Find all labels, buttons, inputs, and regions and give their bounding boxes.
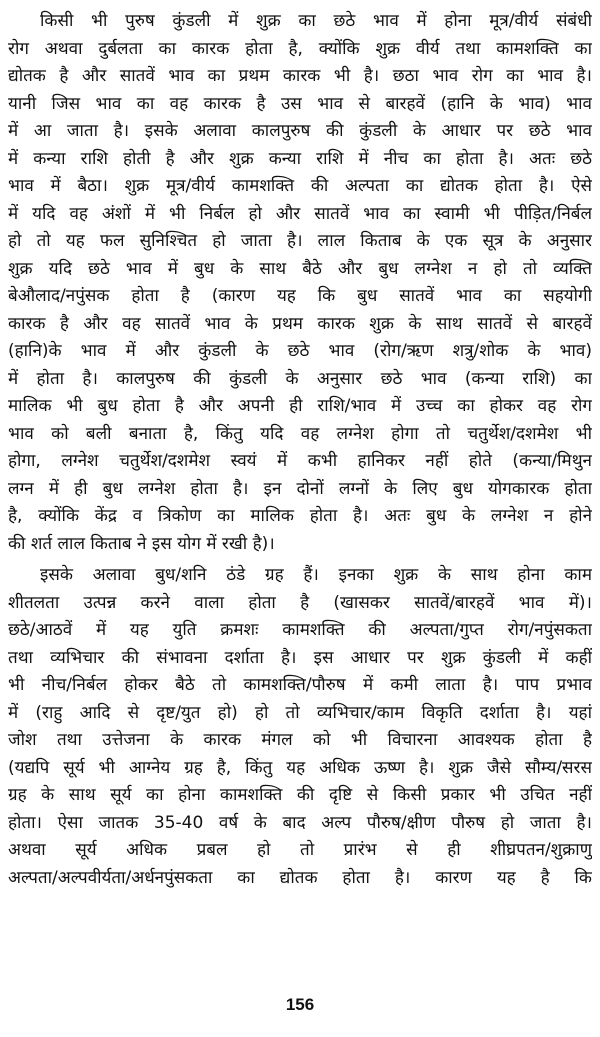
text-line: में यदि वह अंशों में भी निर्बल हो और सातवें भाव का स्वामी भी पीड़ित/निर्बल xyxy=(8,203,592,224)
text-line: बेऔलाद/नपुंसक होता है (कारण यह कि बुध सातवें भाव का सहयोगी xyxy=(8,286,592,306)
text-line: छठे/आठवें में यह युति क्रमशः कामशक्ति की अल्पता/गुप्त रोग/नपुंसकता xyxy=(8,620,592,640)
text-line: रोग अथवा दुर्बलता का कारक होता है, क्योंकि शुक्र वीर्य तथा कामशक्ति का xyxy=(8,38,592,59)
text-line: में आ जाता है। इसके अलावा कालपुरुष की कुंडली के आधार पर छठे भाव xyxy=(8,121,592,141)
paragraph-2 xyxy=(8,562,592,892)
text-line: कारक है और वह सातवें भाव के प्रथम कारक शुक्र के साथ सातवें से बारहवें xyxy=(8,313,592,334)
page-number: 156 xyxy=(285,995,315,1014)
text-line: भी नीच/निर्बल होकर बैठे तो कामशक्ति/पौरुष में कमी लाता है। पाप प्रभाव xyxy=(8,675,592,695)
text-line: किसी भी पुरुष कुंडली में शुक्र का छठे भाव में होना मूत्र/वीर्य संबंधी xyxy=(40,11,592,31)
paragraph-1 xyxy=(8,8,592,558)
text-line: में होता है। कालपुरुष की कुंडली के अनुसार छठे भाव (कन्या राशि) का xyxy=(8,368,592,389)
text-line: यानी जिस भाव का वह कारक है उस भाव से बारहवें (हानि के भाव) भाव xyxy=(8,93,592,114)
text-line: लग्न में ही बुध लग्नेश होता है। इन दोनों लग्नों के लिए बुध योगकारक होता xyxy=(8,478,592,499)
text-line: शुक्र यदि छठे भाव में बुध के साथ बैठे और बुध लग्नेश न हो तो व्यक्ति xyxy=(8,258,592,279)
text-line: भाव में बैठा। शुक्र मूत्र/वीर्य कामशक्ति की अल्पता का द्योतक होता है। ऐसे xyxy=(8,176,592,196)
text-line: अल्पता/अल्पवीर्यता/अर्धनपुंसकता का द्योतक होता है। कारण यह है कि xyxy=(8,867,592,888)
text-line: मालिक भी बुध होता है और अपनी ही राशि/भाव में उच्च का होकर वह रोग xyxy=(8,396,592,416)
text-line: की शर्त लाल किताब ने इस योग में रखी है)। xyxy=(8,533,275,554)
text-line: (हानि)के भाव में और कुंडली के छठे भाव (रोग/ऋण शत्रु/शोक के भाव) xyxy=(8,341,592,361)
text-line: में कन्या राशि होती है और शुक्र कन्या राशि में नीच का होता है। अतः छठे xyxy=(8,148,592,169)
text-line: तथा व्यभिचार की संभावना दर्शाता है। इस आधार पर शुक्र कुंडली में कहीं xyxy=(8,647,592,668)
text-line: है, क्योंकि केंद्र व त्रिकोण का मालिक होता है। अतः बुध के लग्नेश न होने xyxy=(8,506,592,526)
text-line: (यद्यपि सूर्य भी आग्नेय ग्रह है, किंतु यह अधिक ऊष्ण है। शुक्र जैसे सौम्य/सरस xyxy=(8,757,592,778)
text-line: हो तो यह फल सुनिश्चित हो जाता है। लाल किताब के एक सूत्र के अनुसार xyxy=(8,231,592,251)
text-line: जोश तथा उत्तेजना के कारक मंगल को भी विचारना आवश्यक होता है xyxy=(8,730,592,750)
text-line: भाव को बली बनाता है, किंतु यदि वह लग्नेश होगा तो चतुर्थेश/दशमेश भी xyxy=(8,423,592,444)
text-line: ग्रह के साथ सूर्य का होना कामशक्ति की दृष्टि से किसी प्रकार भी उचित नहीं xyxy=(8,785,592,805)
text-line: अथवा सूर्य अधिक प्रबल हो तो प्रारंभ से ही शीघ्रपतन/शुक्राणु xyxy=(8,840,592,860)
text-line: इसके अलावा बुध/शनि ठंडे ग्रह हैं। इनका शुक्र के साथ होना काम xyxy=(40,565,592,585)
text-line: होगा, लग्नेश चतुर्थेश/दशमेश स्वयं में कभी हानिकर नहीं होते (कन्या/मिथुन xyxy=(8,451,592,471)
text-line: में (राहु आदि से दृष्ट/युत हो) हो तो व्यभिचार/काम विकृति दर्शाता है। यहां xyxy=(8,702,592,723)
text-line: होता। ऐसा जातक 35-40 वर्ष के बाद अल्प पौरुष/क्षीण पौरुष हो जाता है। xyxy=(8,812,592,833)
text-line: द्योतक है और सातवें भाव का प्रथम कारक भी है। छठा भाव रोग का भाव है। xyxy=(8,66,592,86)
text-line: शीतलता उत्पन्न करने वाला होता है (खासकर सातवें/बारहवें भाव में)। xyxy=(8,592,592,613)
